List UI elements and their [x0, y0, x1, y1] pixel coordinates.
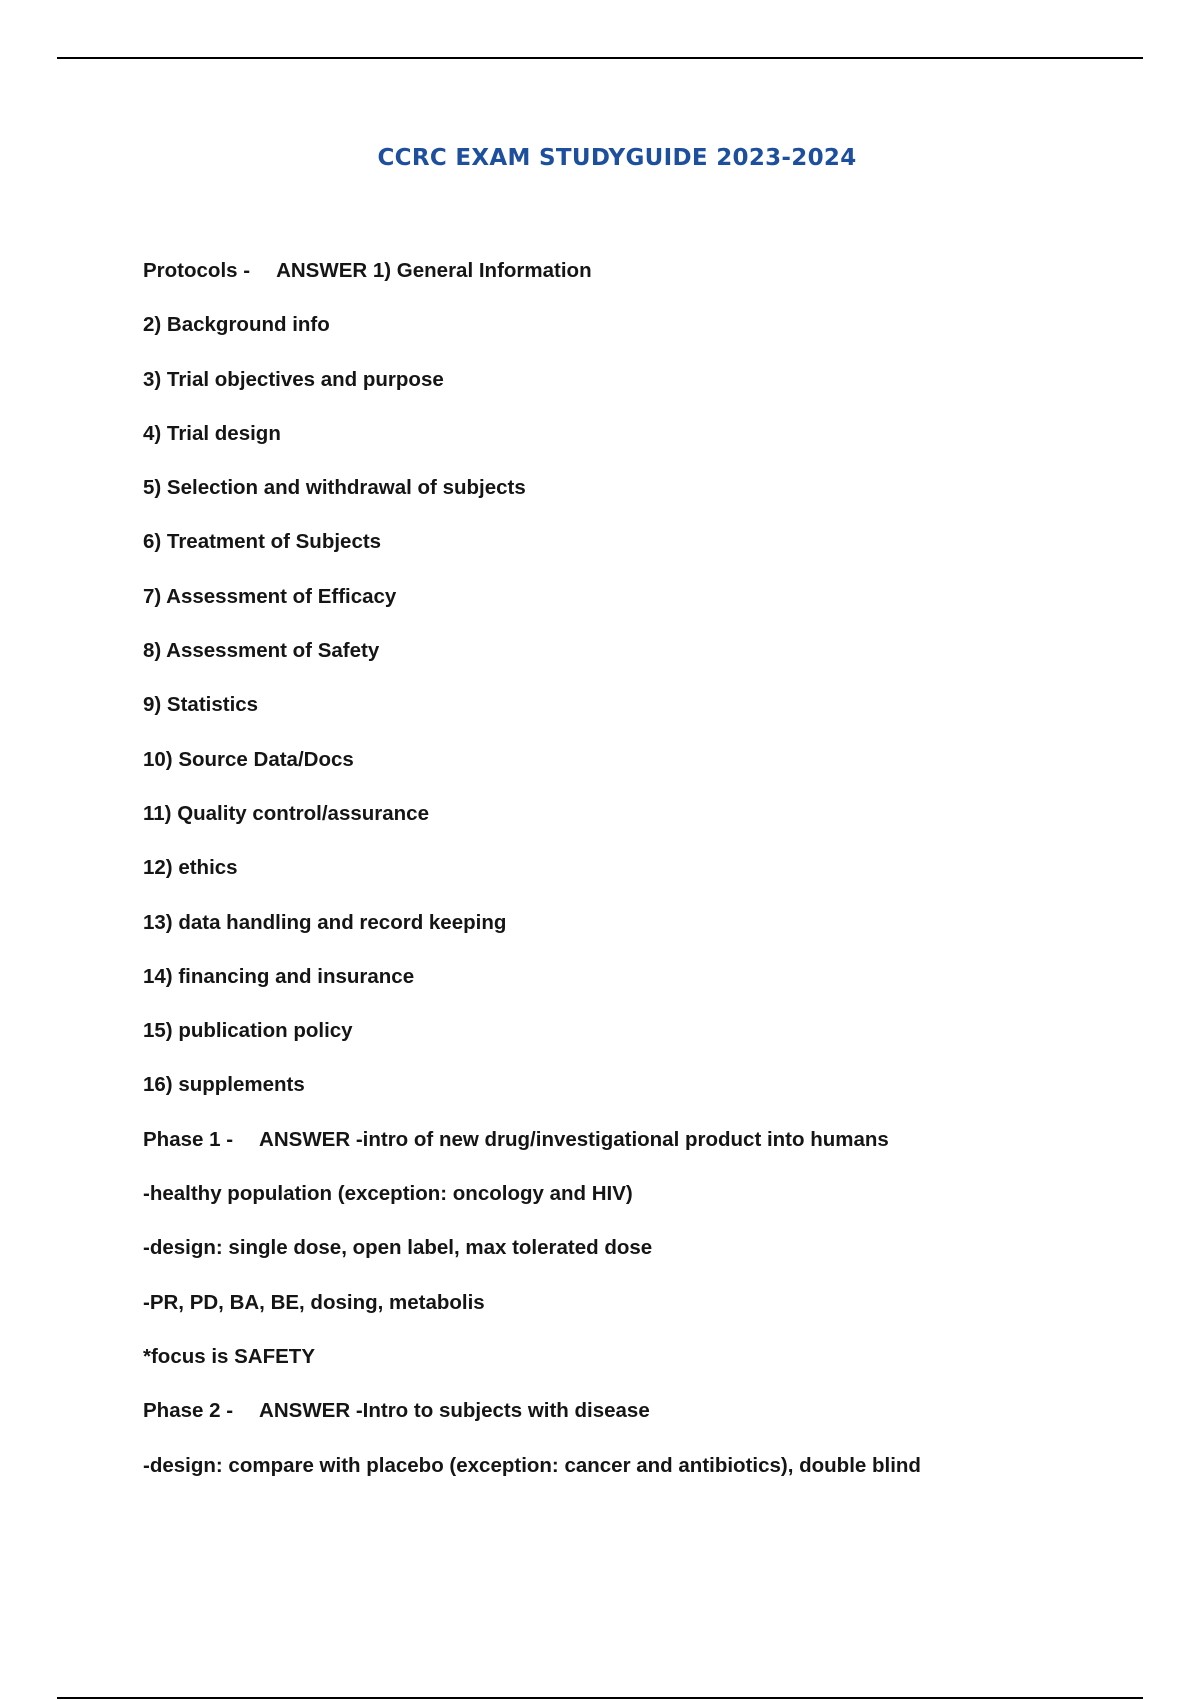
list-item: 2) Background info — [143, 313, 330, 337]
protocols-answer: ANSWER 1) General Information — [276, 259, 592, 282]
phase1-term: Phase 1 - — [143, 1127, 234, 1151]
protocols-entry — [143, 256, 1143, 310]
list-item: -PR, PD, BA, BE, dosing, metabolis — [143, 1290, 485, 1314]
list-item: 16) supplements — [143, 1073, 305, 1097]
list-item: -healthy population (exception: oncology and HIV) — [143, 1182, 633, 1206]
list-item: 5) Selection and withdrawal of subjects — [143, 476, 526, 500]
list-item: 6) Treatment of Subjects — [143, 530, 382, 554]
list-item: 9) Statistics — [143, 693, 259, 717]
document-title: CCRC EXAM STUDYGUIDE 2023-2024 — [377, 145, 857, 171]
list-item: 11) Quality control/assurance — [143, 801, 429, 825]
list-item: 3) Trial objectives and purpose — [143, 367, 444, 391]
protocols-term: Protocols - — [143, 259, 251, 282]
list-item: -design: compare with placebo (exception: cancer and antibiotics), double blind — [143, 1453, 921, 1477]
list-item: -design: single dose, open label, max tolerated dose — [143, 1236, 653, 1260]
list-item: *focus is SAFETY — [143, 1344, 316, 1368]
phase1-entry — [143, 1125, 1143, 1179]
header-rule — [57, 57, 1143, 59]
phase1-answer: ANSWER -intro of new drug/investigational product into humans — [259, 1127, 889, 1151]
list-item: 10) Source Data/Docs — [143, 747, 354, 771]
list-item: 14) financing and insurance — [143, 964, 415, 988]
list-item: 13) data handling and record keeping — [143, 910, 507, 934]
list-item: 12) ethics — [143, 856, 238, 880]
phase2-answer: ANSWER -Intro to subjects with disease — [259, 1399, 650, 1423]
list-item: 4) Trial design — [143, 421, 281, 445]
list-item: 7) Assessment of Efficacy — [143, 584, 397, 608]
phase2-term: Phase 2 - — [143, 1399, 234, 1423]
footer-rule — [57, 1697, 1143, 1699]
phase2-entry — [143, 1396, 1143, 1450]
list-item: 8) Assessment of Safety — [143, 639, 380, 663]
study-guide-content — [143, 256, 1143, 1505]
list-item: 15) publication policy — [143, 1019, 353, 1043]
